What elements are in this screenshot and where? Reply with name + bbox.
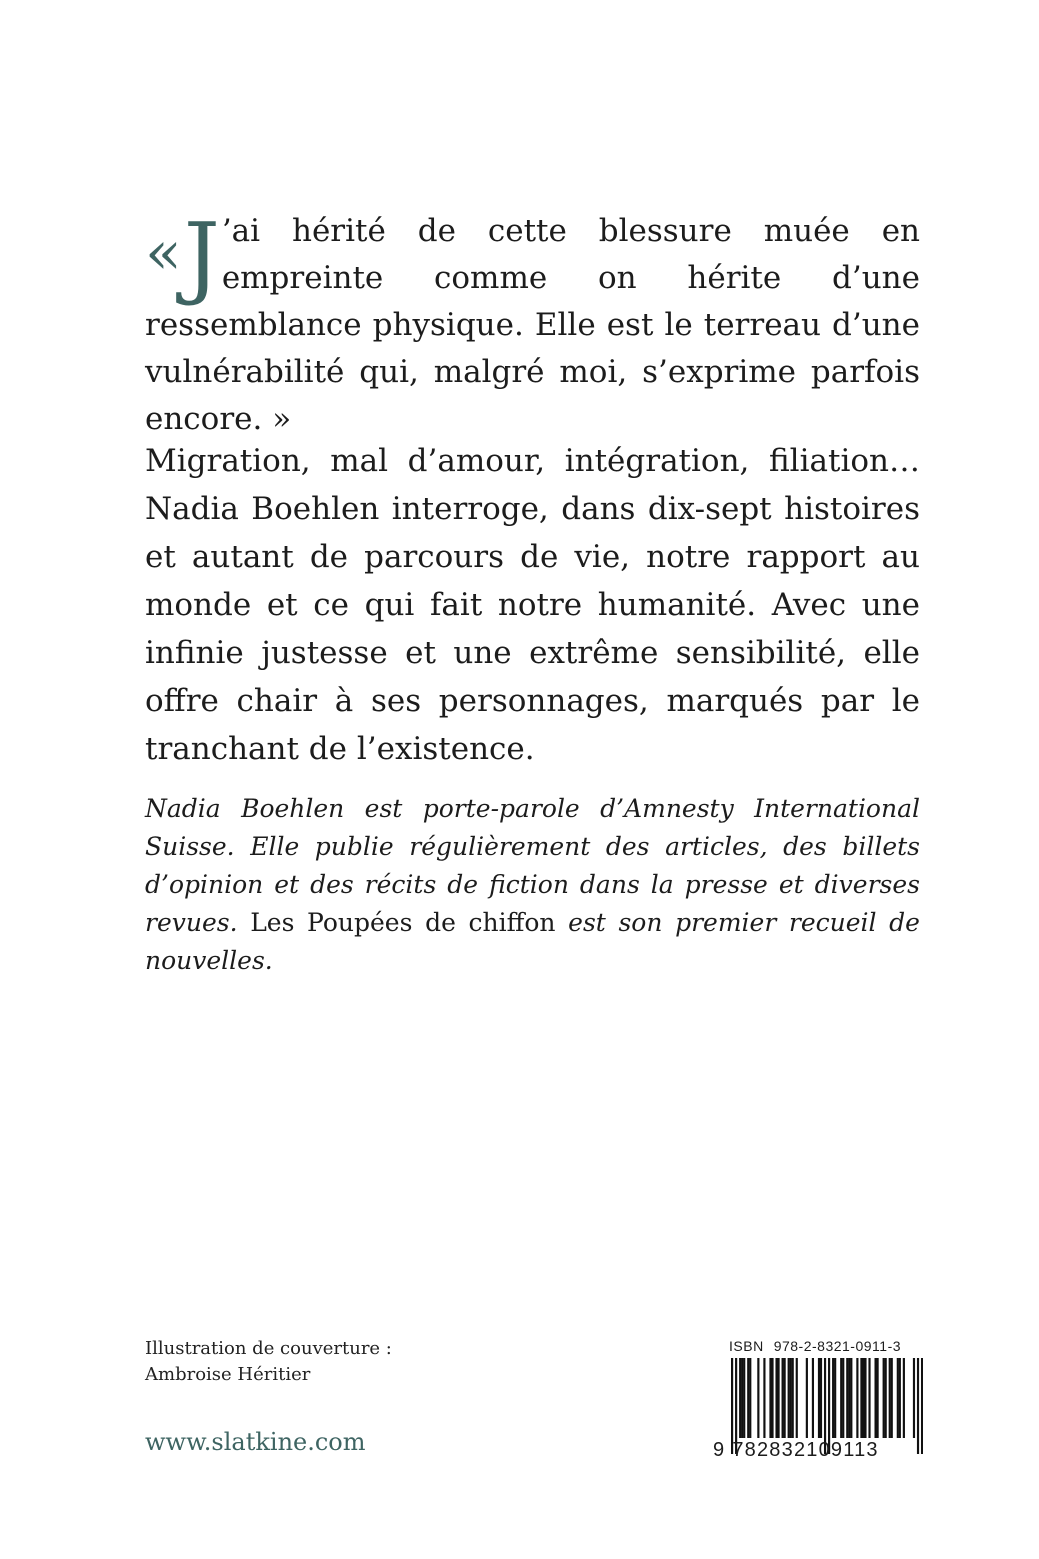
credits-label: Illustration de couverture : [145,1338,392,1359]
barcode-bar [769,1358,771,1438]
author-bio-ending: est son premier recueil de nouvelles. [145,908,920,975]
barcode-bar [903,1358,905,1438]
drop-cap-initial: J [183,204,220,309]
barcode-bar [796,1358,798,1438]
isbn-line [729,1338,923,1354]
book-title: Les Poupées de chiffon [250,908,556,937]
barcode-bar [848,1358,850,1438]
barcode-bar [874,1358,876,1438]
barcode-bar [832,1358,834,1438]
opening-quote [145,204,920,443]
barcode-bar [820,1358,822,1438]
barcode-bar [897,1358,899,1438]
isbn-number: 978-2-8321-0911-3 [773,1338,902,1354]
barcode-bar [860,1358,862,1438]
opening-guillemet: « [145,218,182,288]
barcode-bar [877,1358,879,1438]
barcode-bar [784,1358,786,1438]
isbn-label: ISBN [729,1338,764,1354]
barcode-bar [747,1358,749,1438]
barcode-bar [812,1358,814,1438]
barcode-bar [741,1358,743,1438]
credits-artist: Ambroise Héritier [145,1364,311,1385]
barcode-bar [739,1358,741,1438]
barcode-bar [775,1358,777,1438]
barcode-first-digit: 9 [713,1439,726,1461]
barcode-bar [889,1358,891,1438]
barcode-bar [777,1358,779,1438]
barcode-bar [850,1358,852,1438]
barcode-bar [885,1358,887,1438]
barcode-bar [913,1358,915,1438]
barcode-bar [899,1358,901,1438]
barcode-bar [757,1358,759,1438]
book-summary: Migration, mal d’amour, intégration, filiation… Nadia Boehlen interroge, dans dix-sept histoires et autant de parcours de vie, notre rapport au monde et ce qui fait notre humanité. Avec une infinie justesse et une extrême sensibilité, elle offre chair à ses personnages, marqués par le tranchant de l’existence. [145,443,920,767]
barcode-bar [868,1358,870,1438]
cover-credits [145,1336,392,1388]
barcode-bar [842,1358,844,1438]
barcode-bar [846,1358,848,1438]
barcode-digits [713,1439,925,1462]
barcode-bar [856,1358,858,1438]
barcode-bar [763,1358,765,1438]
barcode-bar [883,1358,885,1438]
barcode-bar [782,1358,784,1438]
barcode-bar [864,1358,866,1438]
barcode-bar [891,1358,893,1438]
author-bio-text: Nadia Boehlen est porte-parole d’Amnesty International Suisse. Elle publie régulièrement des articles, des billets d’opinion et des récits de fiction dans la presse et diverses revues. [145,794,920,937]
barcode-bar [840,1358,842,1438]
barcode-bar [790,1358,792,1438]
quote-text: ’ai hérité de cette blessure muée en empreinte comme on hérite d’une ressemblance physique. Elle est le terreau d’une vulnérabilité qui, malgré moi, s’exprime parfois encore. » [145,213,920,437]
barcode-bar [749,1358,751,1438]
barcode-bar [788,1358,790,1438]
publisher-website-link[interactable]: www.slatkine.com [145,1428,366,1456]
barcode-bar [818,1358,820,1438]
barcode-bar [771,1358,773,1438]
barcode-bar [862,1358,864,1438]
barcode-bar [806,1358,808,1438]
barcode-bar [834,1358,836,1438]
barcode-bar [743,1358,745,1438]
barcode-digit-string: 782832109113 [732,1439,879,1461]
author-bio [145,790,920,980]
barcode-bar [792,1358,794,1438]
